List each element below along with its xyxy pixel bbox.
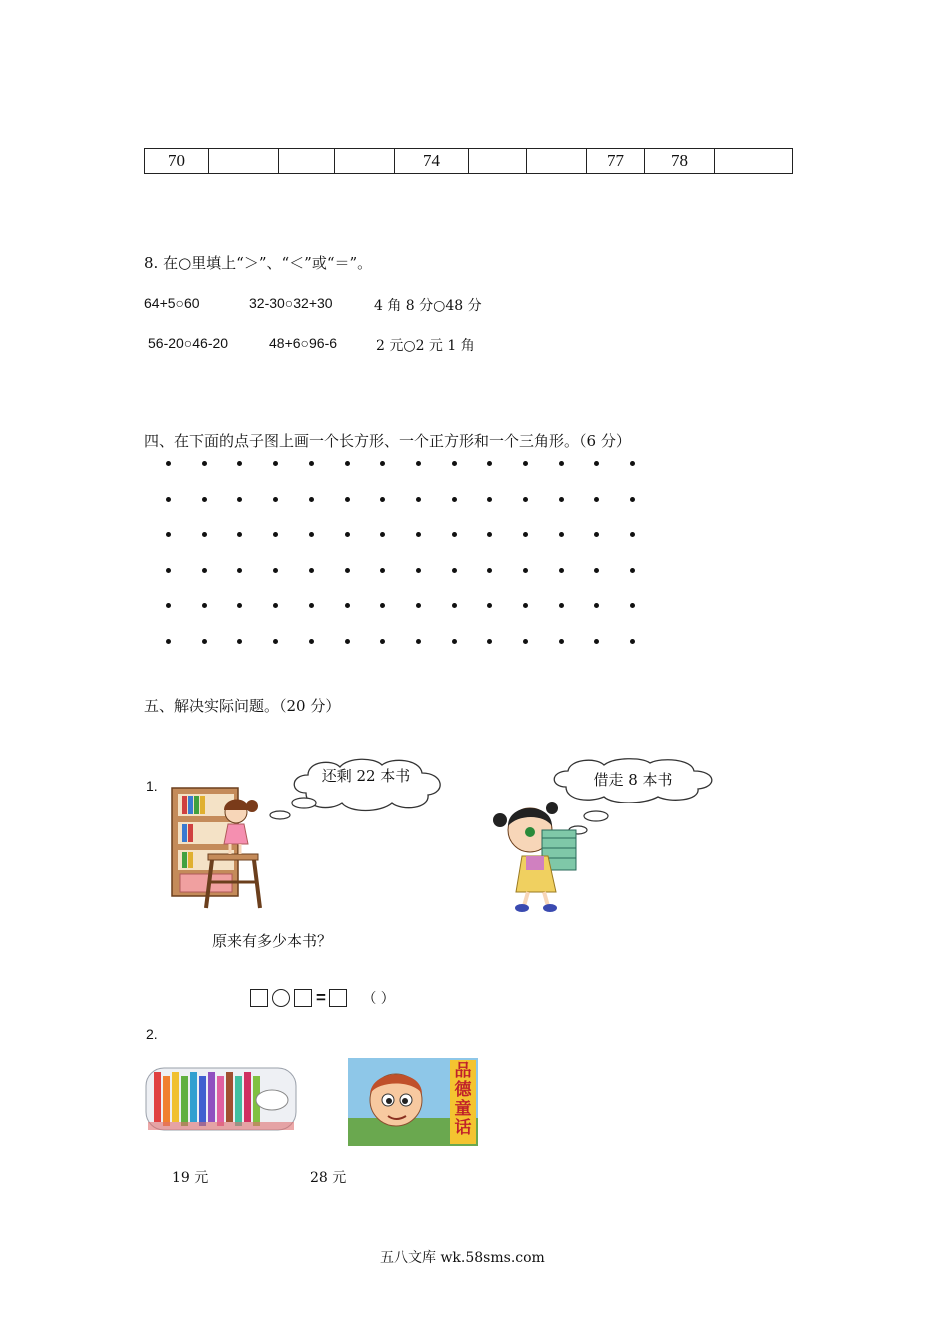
grid-dot[interactable] [380, 532, 385, 537]
book-title: 品德童话 [454, 1061, 472, 1138]
grid-dot[interactable] [559, 461, 564, 466]
grid-dot[interactable] [166, 568, 171, 573]
number-sequence-table [144, 148, 793, 174]
grid-dot[interactable] [166, 603, 171, 608]
table-cell: 78 [645, 149, 715, 174]
grid-dot[interactable] [416, 639, 421, 644]
girl-bookshelf-illustration [170, 782, 270, 912]
grid-dot[interactable] [452, 532, 457, 537]
answer-box[interactable] [329, 989, 347, 1007]
table-cell[interactable] [527, 149, 587, 174]
marker-pen [244, 1072, 251, 1122]
grid-dot[interactable] [166, 497, 171, 502]
grid-dot[interactable] [166, 639, 171, 644]
marker-pen [235, 1076, 242, 1126]
table-cell[interactable] [209, 149, 279, 174]
grid-dot[interactable] [345, 532, 350, 537]
grid-dot[interactable] [416, 497, 421, 502]
grid-dot[interactable] [380, 639, 385, 644]
marker-pen [190, 1072, 197, 1122]
grid-dot[interactable] [309, 461, 314, 466]
grid-dot[interactable] [452, 603, 457, 608]
marker-pen [217, 1076, 224, 1126]
table-cell: 74 [395, 149, 469, 174]
grid-dot[interactable] [630, 461, 635, 466]
table-cell: 70 [145, 149, 209, 174]
grid-dot[interactable] [523, 461, 528, 466]
grid-dot[interactable] [487, 532, 492, 537]
grid-dot[interactable] [559, 532, 564, 537]
grid-dot[interactable] [309, 497, 314, 502]
grid-dot[interactable] [559, 497, 564, 502]
grid-dot[interactable] [594, 532, 599, 537]
grid-dot[interactable] [380, 568, 385, 573]
grid-dot[interactable] [237, 532, 242, 537]
grid-dot[interactable] [380, 497, 385, 502]
answer-equation[interactable] [250, 987, 395, 1008]
q8-item: 4 角 8 分○48 分 [374, 298, 482, 314]
grid-dot[interactable] [273, 603, 278, 608]
marker-pen [172, 1072, 179, 1122]
marker-pen [154, 1072, 161, 1122]
grid-dot[interactable] [452, 497, 457, 502]
grid-dot[interactable] [416, 603, 421, 608]
grid-dot[interactable] [380, 461, 385, 466]
grid-dot[interactable] [237, 568, 242, 573]
q8-item: 32-30○32+30 [249, 295, 333, 311]
grid-dot[interactable] [166, 532, 171, 537]
grid-dot[interactable] [416, 461, 421, 466]
grid-dot[interactable] [380, 603, 385, 608]
price-label: 28 元 [310, 1170, 347, 1186]
unit-paren[interactable]: （ ） [362, 990, 395, 1007]
grid-dot[interactable] [452, 639, 457, 644]
q8-item: 64+5○60 [144, 295, 200, 311]
grid-dot[interactable] [345, 461, 350, 466]
grid-dot[interactable] [487, 639, 492, 644]
q8-item: 48+6○96-6 [269, 335, 338, 351]
grid-dot[interactable] [630, 603, 635, 608]
grid-dot[interactable] [594, 461, 599, 466]
grid-dot[interactable] [202, 532, 207, 537]
girl-carrying-books-illustration [486, 800, 586, 915]
answer-box[interactable] [250, 989, 268, 1007]
table-cell[interactable] [469, 149, 527, 174]
operator-circle[interactable] [272, 989, 290, 1007]
table-cell: 77 [587, 149, 645, 174]
grid-dot[interactable] [273, 639, 278, 644]
question-number: 1. [146, 778, 158, 794]
grid-dot[interactable] [202, 461, 207, 466]
table-cell[interactable] [279, 149, 335, 174]
grid-dot[interactable] [416, 568, 421, 573]
grid-dot[interactable] [202, 639, 207, 644]
grid-dot[interactable] [237, 603, 242, 608]
grid-dot[interactable] [452, 568, 457, 573]
grid-dot[interactable] [273, 461, 278, 466]
grid-dot[interactable] [487, 497, 492, 502]
grid-dot[interactable] [523, 568, 528, 573]
grid-dot[interactable] [630, 532, 635, 537]
equals-sign: = [316, 987, 326, 1007]
grid-dot[interactable] [630, 568, 635, 573]
marker-pen [163, 1076, 170, 1126]
marker-pen [226, 1072, 233, 1122]
price-label: 19 元 [172, 1170, 209, 1186]
footer-watermark: 五八文库 wk.58sms.com [380, 1250, 545, 1266]
table-cell[interactable] [335, 149, 395, 174]
grid-dot[interactable] [345, 603, 350, 608]
grid-dot[interactable] [594, 568, 599, 573]
grid-dot[interactable] [559, 603, 564, 608]
grid-dot[interactable] [559, 639, 564, 644]
thought-dots-icon [264, 795, 324, 825]
grid-dot[interactable] [630, 497, 635, 502]
grid-dot[interactable] [487, 461, 492, 466]
grid-dot[interactable] [237, 639, 242, 644]
grid-dot[interactable] [309, 639, 314, 644]
grid-dot[interactable] [273, 568, 278, 573]
bubble-text: 借走 8 本书 [593, 771, 673, 789]
grid-dot[interactable] [166, 461, 171, 466]
q1-question: 原来有多少本书？ [212, 932, 333, 950]
grid-dot[interactable] [594, 603, 599, 608]
section4-title: 四、在下面的点子图上画一个长方形、一个正方形和一个三角形。（6 分） [144, 432, 631, 450]
grid-dot[interactable] [309, 603, 314, 608]
grid-dot[interactable] [523, 497, 528, 502]
grid-dot[interactable] [523, 639, 528, 644]
grid-dot[interactable] [202, 497, 207, 502]
q8-item: 56-20○46-20 [148, 335, 229, 351]
q8-title: 8. 在○里填上“＞”、“＜”或“＝”。 [144, 254, 373, 272]
grid-dot[interactable] [594, 639, 599, 644]
grid-dot[interactable] [487, 603, 492, 608]
grid-dot[interactable] [202, 568, 207, 573]
grid-dot[interactable] [345, 497, 350, 502]
grid-dot[interactable] [273, 532, 278, 537]
grid-dot[interactable] [630, 639, 635, 644]
grid-dot[interactable] [559, 568, 564, 573]
grid-dot[interactable] [523, 532, 528, 537]
question-number: 2. [146, 1026, 158, 1042]
grid-dot[interactable] [452, 461, 457, 466]
grid-dot[interactable] [202, 603, 207, 608]
q8-item: 2 元○2 元 1 角 [376, 338, 475, 354]
grid-dot[interactable] [237, 461, 242, 466]
answer-box[interactable] [294, 989, 312, 1007]
grid-dot[interactable] [523, 603, 528, 608]
marker-pens-illustration [144, 1062, 298, 1136]
grid-dot[interactable] [309, 568, 314, 573]
bubble-text: 还剩 22 本书 [321, 767, 411, 785]
grid-dot[interactable] [487, 568, 492, 573]
section5-title: 五、解决实际问题。（20 分） [144, 697, 341, 715]
speech-bubble-right [546, 757, 720, 803]
grid-dot[interactable] [309, 532, 314, 537]
grid-dot[interactable] [345, 639, 350, 644]
grid-dot[interactable] [273, 497, 278, 502]
marker-pen [208, 1072, 215, 1122]
marker-pen [199, 1076, 206, 1126]
grid-dot[interactable] [237, 497, 242, 502]
grid-dot[interactable] [594, 497, 599, 502]
grid-dot[interactable] [345, 568, 350, 573]
table-cell[interactable] [715, 149, 793, 174]
grid-dot[interactable] [416, 532, 421, 537]
marker-pen [181, 1076, 188, 1126]
